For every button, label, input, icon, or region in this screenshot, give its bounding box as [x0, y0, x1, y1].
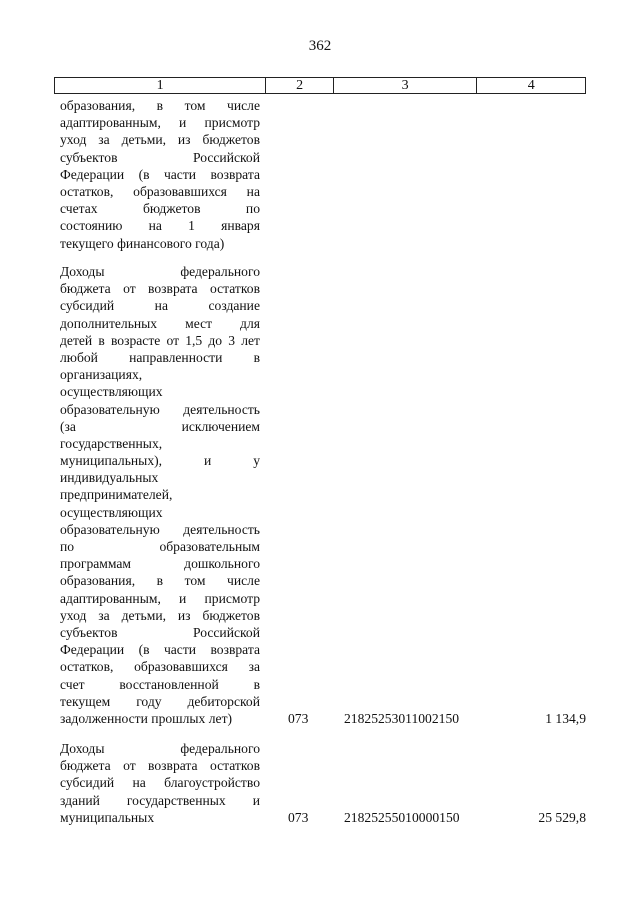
- description-line: уход за детьми, из бюджетов: [60, 607, 260, 623]
- description-line: счетах бюджетов по: [60, 201, 260, 217]
- description-line: государственных,: [60, 435, 163, 451]
- description-line: муниципальных: [60, 809, 155, 825]
- description-line: остатков, образовавшихся на: [60, 183, 260, 199]
- entry-description: [60, 740, 260, 826]
- description-line: адаптированным, и присмотр: [60, 590, 260, 606]
- header-col-4: 4: [527, 78, 535, 93]
- description-line: детей в возрасте от 1,5 до 3 лет: [60, 332, 260, 348]
- entry-description: [60, 263, 260, 727]
- description-line: субсидий на благоустройство: [60, 775, 260, 791]
- amount-cell: 1 134,9: [545, 711, 586, 727]
- description-line: субъектов Российской: [60, 149, 260, 165]
- description-line: Федерации (в части возврата: [60, 642, 260, 658]
- description-line: предпринимателей,: [60, 487, 173, 503]
- header-col-3: 3: [334, 78, 477, 93]
- description-line: зданий государственных и: [60, 792, 260, 808]
- description-line: (за исключением: [60, 418, 260, 434]
- description-line: состоянию на 1 января: [60, 218, 260, 234]
- description-line: любой направленности в: [60, 349, 260, 365]
- description-line: текущего финансового года): [60, 235, 225, 251]
- description-line: дополнительных мест для: [60, 315, 260, 331]
- description-line: Федерации (в части возврата: [60, 166, 260, 182]
- description-line: осуществляющих: [60, 504, 163, 520]
- table-header-row: [54, 77, 586, 94]
- description-line: субсидий на создание: [60, 298, 260, 314]
- description-line: образовательную деятельность: [60, 401, 260, 417]
- description-line: по образовательным: [60, 539, 260, 554]
- description-line: организациях,: [60, 367, 143, 383]
- description-line: Доходы федерального: [60, 264, 260, 279]
- header-col-1: 1: [55, 78, 266, 93]
- description-line: остатков, образовавшихся за: [60, 659, 260, 675]
- entry-description: [60, 97, 260, 252]
- classification-code-cell: 21825253011002150: [344, 711, 460, 727]
- admin-code-cell: 073: [288, 809, 309, 825]
- description-line: счет восстановленной в: [60, 676, 260, 692]
- header-col-2: 2: [266, 78, 334, 93]
- admin-code-cell: 073: [288, 711, 309, 727]
- page-number: 362: [308, 38, 332, 54]
- description-line: индивидуальных: [60, 470, 159, 486]
- description-line: осуществляющих: [60, 384, 163, 400]
- classification-code-cell: 21825255010000150: [344, 809, 460, 825]
- description-line: образовательную деятельность: [60, 521, 260, 537]
- description-line: бюджета от возврата остатков: [60, 281, 260, 297]
- description-line: уход за детьми, из бюджетов: [60, 132, 260, 148]
- description-line: адаптированным, и присмотр: [60, 115, 260, 131]
- description-line: образования, в том числе: [60, 573, 260, 589]
- description-line: задолженности прошлых лет): [60, 710, 233, 726]
- description-line: бюджета от возврата остатков: [60, 758, 260, 774]
- description-line: Доходы федерального: [60, 741, 260, 756]
- description-line: субъектов Российской: [60, 624, 260, 640]
- description-line: образования, в том числе: [60, 98, 260, 113]
- description-line: текущем году дебиторской: [60, 693, 260, 709]
- description-line: программам дошкольного: [60, 556, 260, 572]
- amount-cell: 25 529,8: [538, 809, 586, 825]
- description-line: муниципальных), и у: [60, 453, 260, 469]
